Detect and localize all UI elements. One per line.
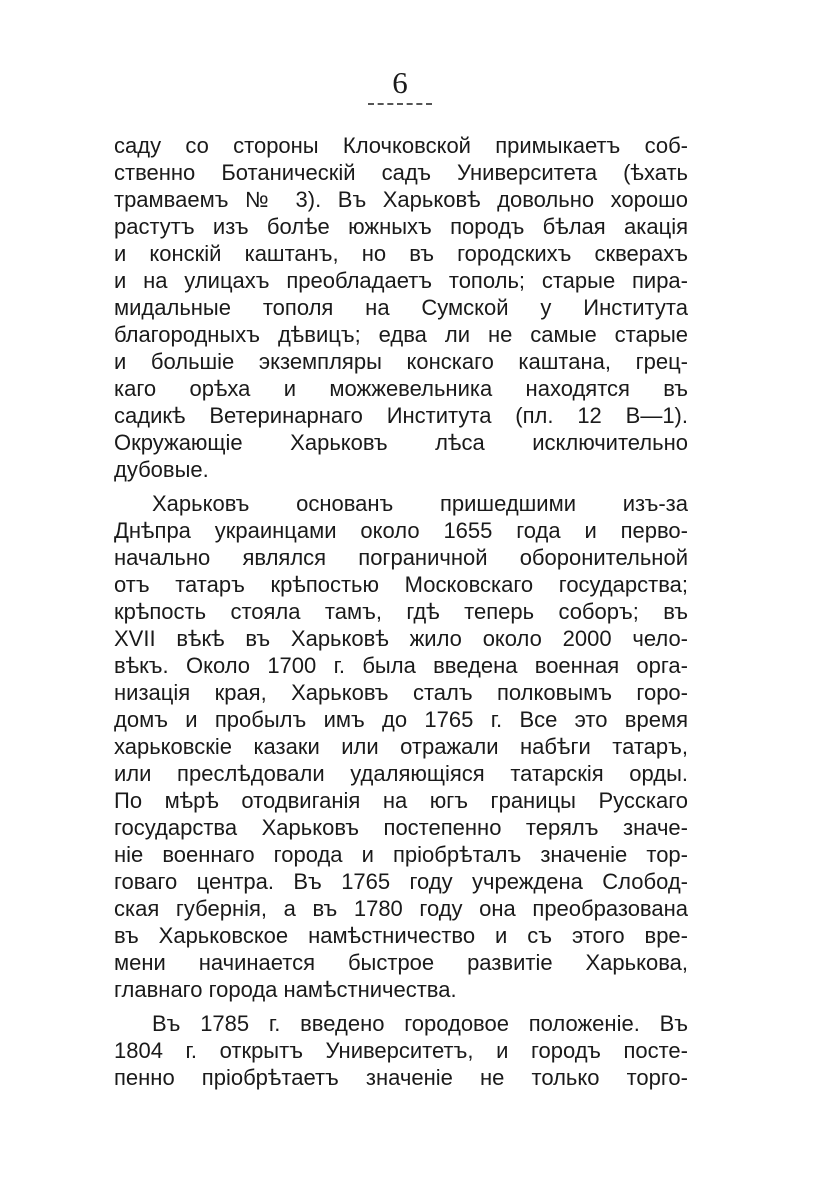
text-line: и большіе экземпляры конскаго каштана, грец- — [114, 349, 688, 374]
paragraph-3 — [114, 1010, 688, 1091]
text-line: главнаго города намѣстничества. — [114, 977, 457, 1002]
text-line: ская губернія, а въ 1780 году она преобразована — [114, 896, 688, 921]
paragraph-1 — [114, 132, 688, 483]
header-rule — [368, 103, 432, 105]
text-line: ніе военнаго города и пріобрѣталъ значеніе тор- — [114, 842, 688, 867]
text-line: XVII вѣкѣ въ Харьковѣ жило около 2000 чело- — [114, 626, 688, 651]
text-line: государства Харьковъ постепенно терялъ значе- — [114, 815, 688, 840]
text-line: каго орѣха и можжевельника находятся въ — [114, 376, 688, 401]
text-line: мидальные тополя на Сумской у Института — [114, 295, 688, 320]
text-line: или преслѣдовали удаляющіяся татарскія орды. — [114, 761, 688, 786]
text-line: 1804 г. открытъ Университетъ, и городъ посте- — [114, 1038, 688, 1063]
text-line: саду со стороны Клочковской примыкаетъ соб- — [114, 133, 688, 158]
text-line: Въ 1785 г. введено городовое положеніе. Въ — [152, 1011, 688, 1036]
text-line: Окружающіе Харьковъ лѣса исключительно — [114, 430, 688, 455]
text-line: садикѣ Ветеринарнаго Института (пл. 12 В—1). — [114, 403, 688, 428]
text-line: говаго центра. Въ 1765 году учреждена Слобод- — [114, 869, 688, 894]
text-line: харьковскіе казаки или отражали набѣги татаръ, — [114, 734, 688, 759]
text-line: отъ татаръ крѣпостью Московскаго государства; — [114, 572, 688, 597]
text-line: Харьковъ основанъ пришедшими изъ-за — [152, 491, 688, 516]
page-number: 6 — [392, 65, 408, 100]
text-line: мени начинается быстрое развитіе Харькова, — [114, 950, 688, 975]
text-line: и конскій каштанъ, но въ городскихъ скверахъ — [114, 241, 688, 266]
text-line: ственно Ботаническій садъ Университета (ѣхать — [114, 160, 688, 185]
text-line: начально являлся пограничной оборонительной — [114, 545, 688, 570]
text-line: Днѣпра украинцами около 1655 года и перво- — [114, 518, 688, 543]
text-line: растутъ изъ болѣе южныхъ породъ бѣлая акація — [114, 214, 688, 239]
text-line: вѣкъ. Около 1700 г. была введена военная орга- — [114, 653, 688, 678]
text-line: крѣпость стояла тамъ, гдѣ теперь соборъ; въ — [114, 599, 688, 624]
paragraph-2 — [114, 490, 688, 1003]
text-line: По мѣрѣ отодвиганія на югъ границы Русскаго — [114, 788, 688, 813]
text-line: пенно пріобрѣтаетъ значеніе не только торго- — [114, 1065, 688, 1090]
text-line: домъ и пробылъ имъ до 1765 г. Все это время — [114, 707, 688, 732]
text-line: низація края, Харьковъ сталъ полковымъ горо- — [114, 680, 688, 705]
text-line: трамваемъ № 3). Въ Харьковѣ довольно хорошо — [114, 187, 688, 212]
text-line: благородныхъ дѣвицъ; едва ли не самые старые — [114, 322, 688, 347]
text-line: дубовые. — [114, 457, 209, 482]
text-line: и на улицахъ преобладаетъ тополь; старые пира- — [114, 268, 688, 293]
text-line: въ Харьковское намѣстничество и съ этого вре- — [114, 923, 688, 948]
body-text — [114, 132, 688, 1091]
